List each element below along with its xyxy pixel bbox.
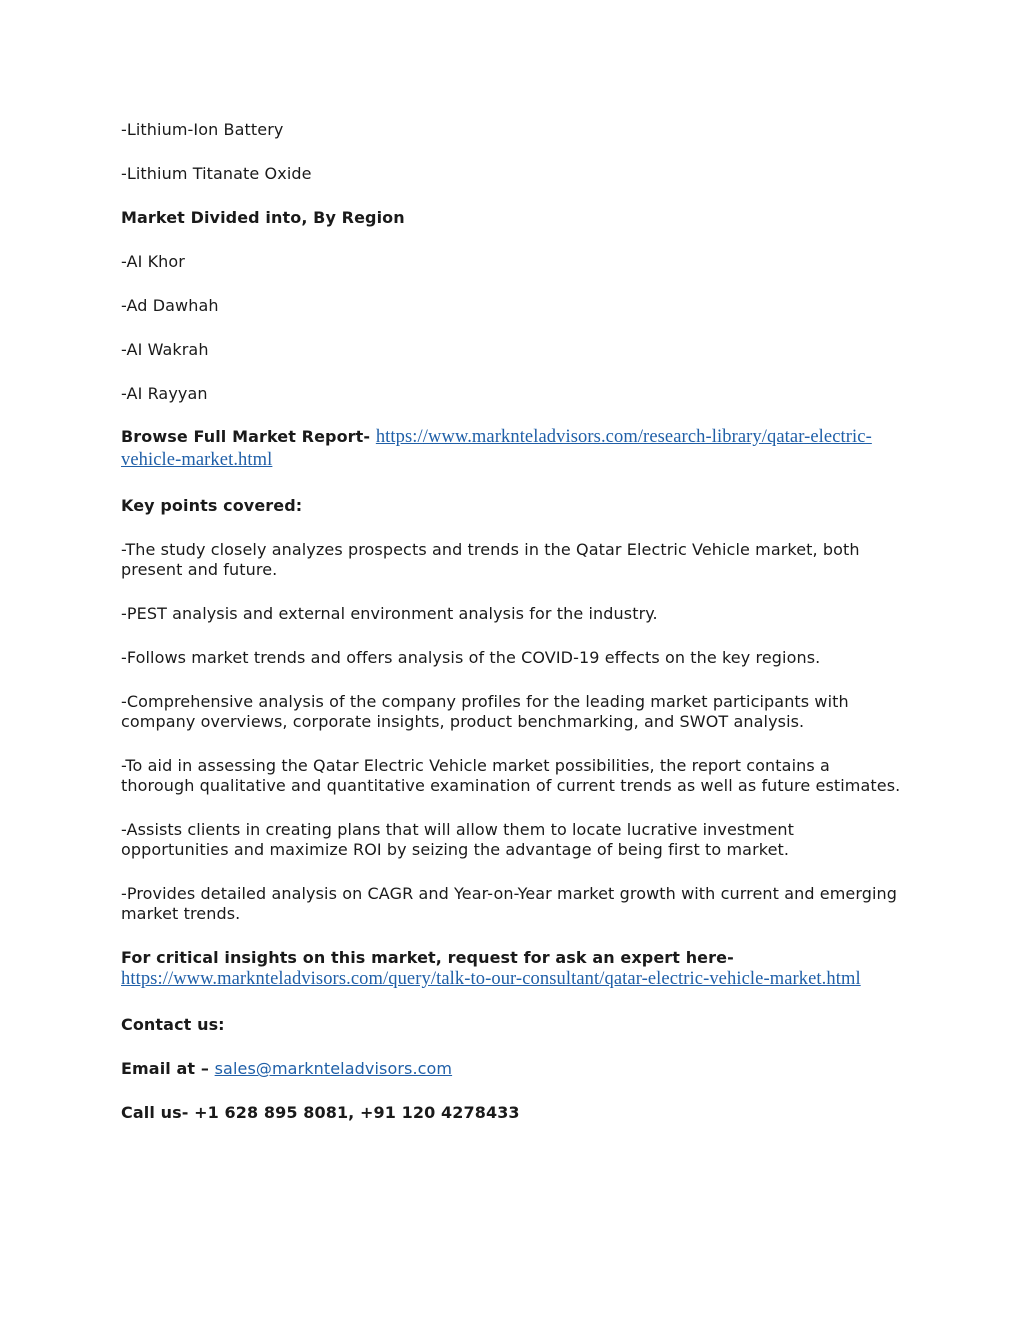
contact-heading: Contact us:: [121, 1015, 225, 1034]
region-item: -AI Wakrah: [121, 340, 209, 359]
region-item: -AI Rayyan: [121, 384, 208, 403]
email-link[interactable]: sales@marknteladvisors.com: [214, 1059, 453, 1078]
region-item: -Ad Dawhah: [121, 296, 219, 315]
document-page: [121, 120, 901, 1147]
key-point-item: -The study closely analyzes prospects and trends in the Qatar Electric Vehicle market, both present and future.: [121, 540, 860, 579]
email-label: Email at –: [121, 1059, 215, 1078]
browse-label: Browse Full Market Report-: [121, 427, 376, 446]
key-point-item: -To aid in assessing the Qatar Electric Vehicle market possibilities, the report contains a thorough qualitative and quantitative examination of current trends as well as future estimates.: [121, 756, 901, 795]
key-points-heading: Key points covered:: [121, 496, 303, 515]
key-point-item: -Assists clients in creating plans that will allow them to locate lucrative investment opportunities and maximize ROI by seizing the advantage of being first to market.: [121, 820, 794, 859]
expert-paragraph: [121, 948, 901, 991]
browse-report-link[interactable]: https://www.marknteladvisors.com/research-library/qatar-electric-vehicle-market.html: [121, 427, 872, 470]
key-point-item: -Follows market trends and offers analysis of the COVID-19 effects on the key regions.: [121, 648, 821, 667]
key-point-item: -Provides detailed analysis on CAGR and Year-on-Year market growth with current and emerging market trends.: [121, 884, 898, 923]
browse-paragraph: [121, 426, 901, 472]
battery-item: -Lithium-Ion Battery: [121, 120, 284, 139]
region-item: -AI Khor: [121, 252, 185, 271]
expert-label: For critical insights on this market, request for ask an expert here-: [121, 948, 734, 967]
key-point-item: -Comprehensive analysis of the company profiles for the leading market participants with company overviews, corporate insights, product benchmarking, and SWOT analysis.: [121, 692, 849, 731]
call-line: Call us- +1 628 895 8081, +91 120 4278433: [121, 1103, 520, 1122]
email-line: [121, 1059, 901, 1079]
key-point-item: -PEST analysis and external environment analysis for the industry.: [121, 604, 658, 623]
battery-item: -Lithium Titanate Oxide: [121, 164, 312, 183]
expert-query-link[interactable]: https://www.marknteladvisors.com/query/talk-to-our-consultant/qatar-electric-vehicle-market.html: [121, 969, 861, 989]
region-heading: Market Divided into, By Region: [121, 208, 405, 227]
